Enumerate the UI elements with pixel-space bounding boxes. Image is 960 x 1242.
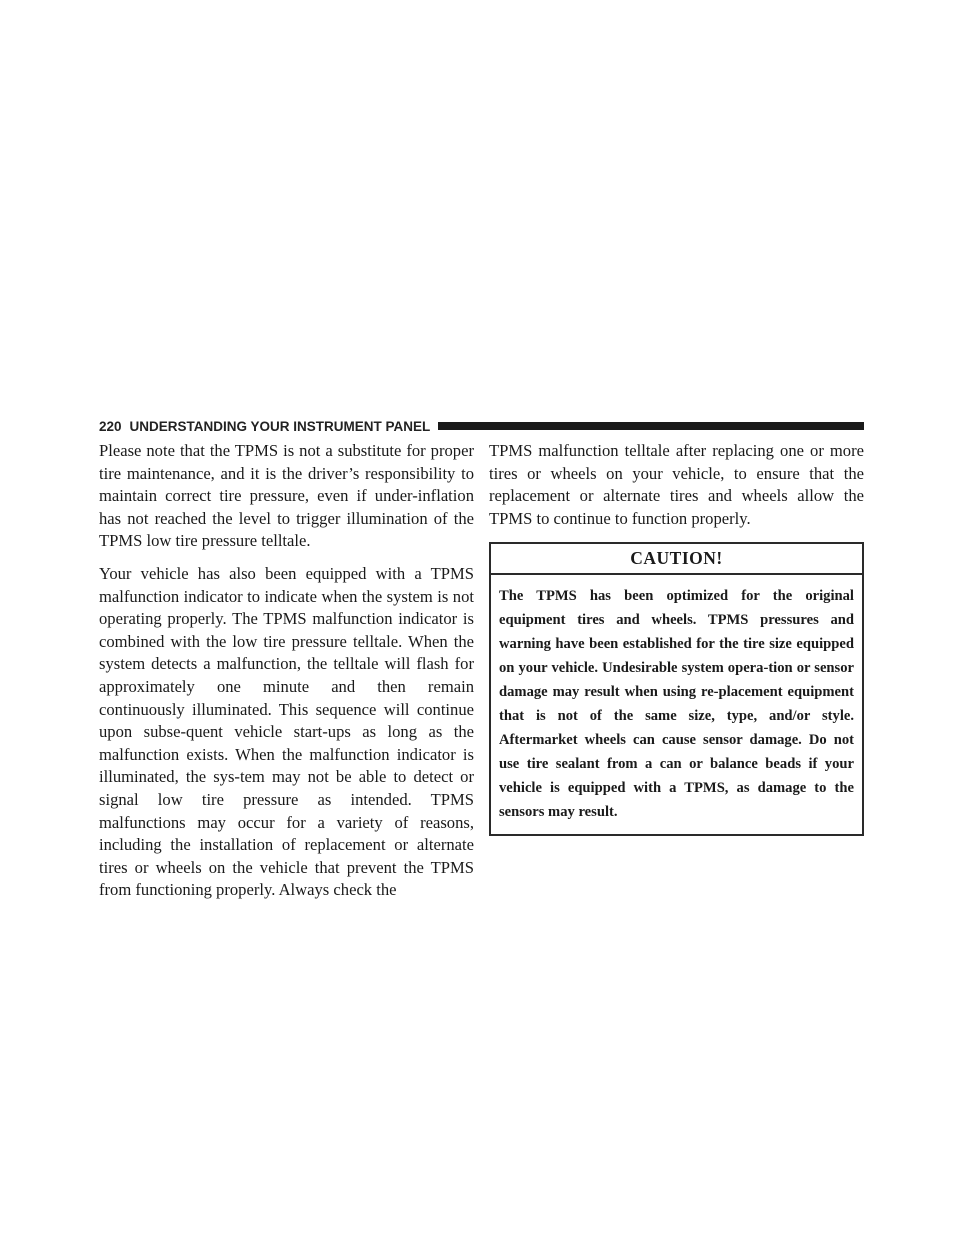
section-title: UNDERSTANDING YOUR INSTRUMENT PANEL bbox=[129, 418, 431, 434]
paragraph-telltale-check: TPMS malfunction telltale after replacing one or more tires or wheels on your vehicle, to ensure that the replacement or alternate tires and wheels allow the TPMS to continue to function properly. bbox=[489, 441, 864, 528]
caution-body: The TPMS has been optimized for the original equipment tires and wheels. TPMS pressures and warning have been established for the tire size equipped on your vehicle. Undesirable system opera-tion or sensor damage may result when using re-placement equipment that is not of the same size, type, and/or style. Aftermarket wheels can cause sensor damage. Do not use tire sealant from a can or balance beads if your vehicle is equipped with a TPMS, as damage to the sensors may result. bbox=[499, 587, 854, 820]
header-rule bbox=[438, 422, 864, 430]
page-number: 220 bbox=[99, 418, 122, 434]
paragraph-tpms-malfunction: Your vehicle has also been equipped with a TPMS malfunction indicator to indicate when the system is not operating properly. The TPMS malfunction indicator is combined with the low tire pressure telltale. When the system detects a malfunction, the telltale will flash for approximately one minute and then remain continuously illuminated. This sequence will continue upon subse-quent vehicle start-ups as long as the malfunction exists. When the malfunction indicator is illuminated, the sys-tem may not be able to detect or signal low tire pressure as intended. TPMS malfunctions may occur for a variety of reasons, including the installation of replacement or alternate tires or wheels on the vehicle that prevent the TPMS from functioning properly. Always check the bbox=[99, 563, 474, 900]
page-header bbox=[99, 416, 864, 436]
caution-box bbox=[489, 542, 864, 836]
paragraph-tpms-maintenance: Please note that the TPMS is not a substitute for proper tire maintenance, and it is the driver’s responsibility to maintain correct tire pressure, even if under-inflation has not reached the level to trigger illumination of the TPMS low tire pressure telltale. bbox=[99, 441, 474, 551]
left-column bbox=[99, 440, 474, 912]
right-column bbox=[489, 440, 864, 836]
caution-title: CAUTION! bbox=[491, 544, 862, 575]
